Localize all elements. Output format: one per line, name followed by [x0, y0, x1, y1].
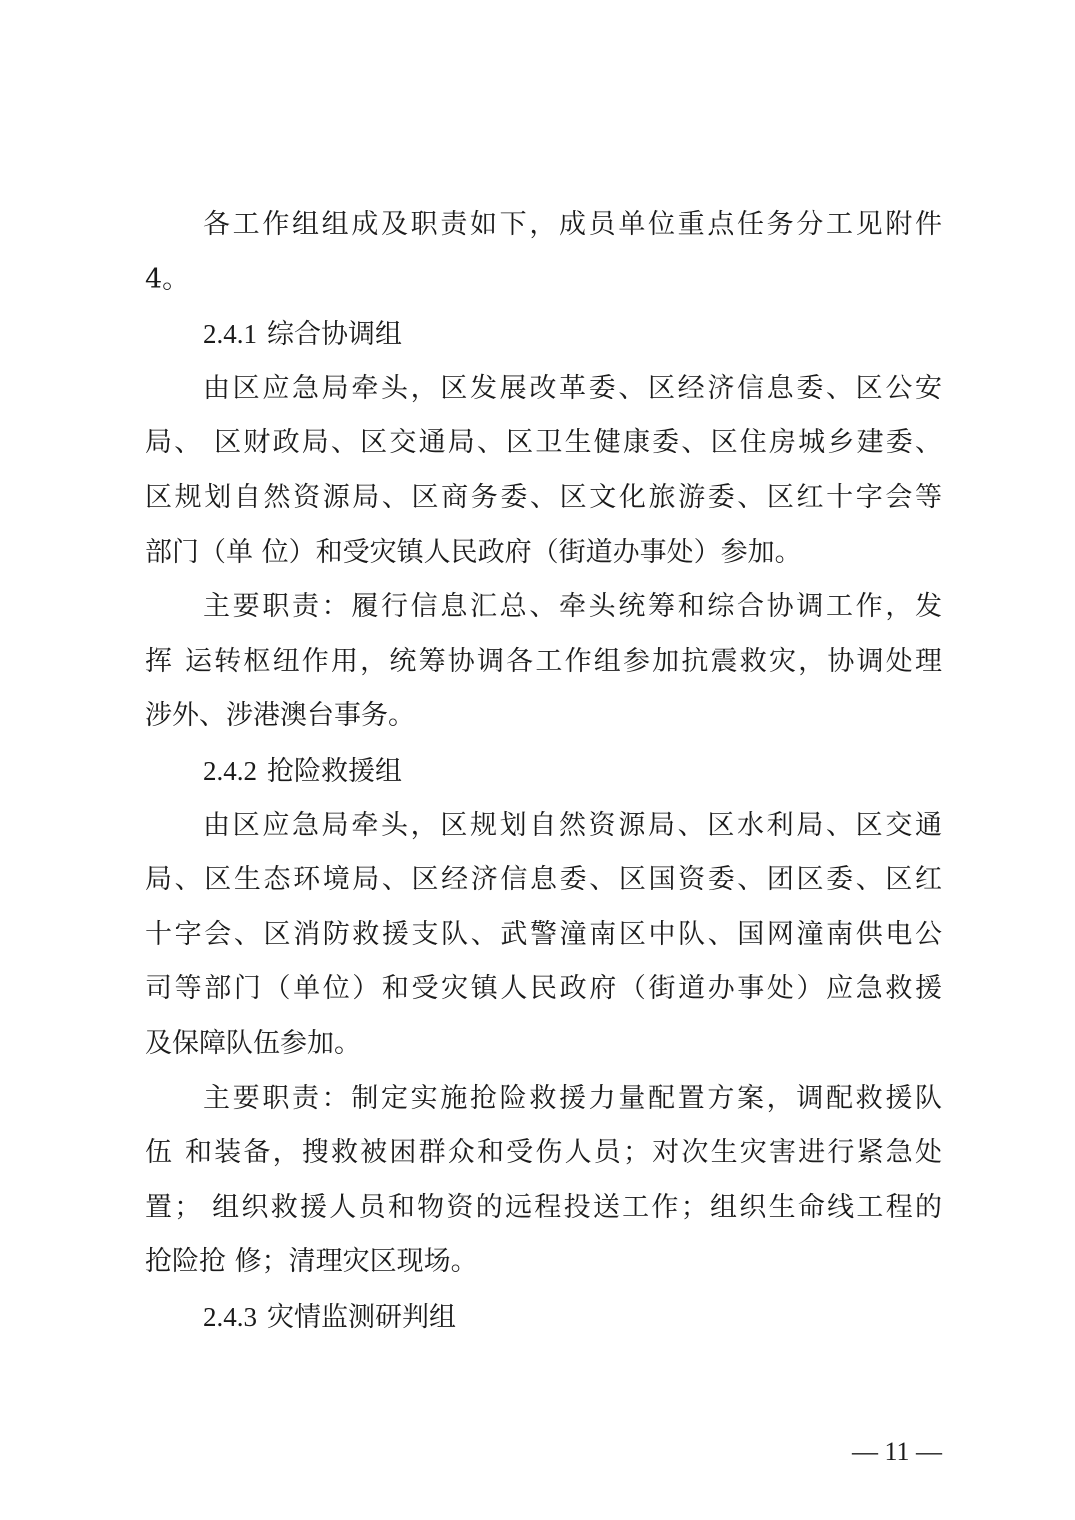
paragraph-line: 局、 区财政局、区交通局、区卫生健康委、区住房城乡建委、	[145, 427, 942, 459]
section-heading-2-4-3	[145, 1290, 942, 1345]
section-title: 抢险救援组	[267, 755, 402, 787]
section-heading-2-4-1	[145, 307, 942, 362]
section-number: 2.4.1	[203, 319, 257, 350]
paragraph-line: 区规划自然资源局、区商务委、区文化旅游委、区红十字会等	[145, 481, 942, 513]
paragraph-line: 由区应急局牵头，区发展改革委、区经济信息委、区公安	[203, 372, 942, 404]
section-title: 灾情监测研判组	[267, 1301, 456, 1333]
paragraph-line: 十字会、区消防救援支队、武警潼南区中队、国网潼南供电公	[145, 918, 942, 950]
paragraph-line: 局、区生态环境局、区经济信息委、区国资委、团区委、区红	[145, 864, 942, 896]
page-number: — 11 —	[851, 1437, 942, 1466]
document-body	[145, 198, 942, 1344]
paragraph-line: 部门（单 位）和受灾镇人民政府（街道办事处）参加。	[145, 536, 802, 568]
paragraph-line: 置； 组织救援人员和物资的远程投送工作；组织生命线工程的	[145, 1191, 942, 1223]
section-number: 2.4.3	[203, 1301, 257, 1332]
paragraph-line: 各工作组组成及职责如下，成员单位重点任务分工见附件	[203, 209, 942, 240]
paragraph-line: 4。	[145, 263, 190, 295]
paragraph-line: 涉外、涉港澳台事务。	[145, 700, 415, 732]
paragraph-line: 抢险抢 修；清理灾区现场。	[145, 1246, 478, 1278]
paragraph-line: 挥 运转枢纽作用，统筹协调各工作组参加抗震救灾，协调处理	[145, 645, 942, 677]
section-title: 综合协调组	[267, 319, 402, 351]
paragraph-line: 由区应急局牵头，区规划自然资源局、区水利局、区交通	[203, 809, 942, 841]
section-heading-2-4-2	[145, 744, 942, 799]
section-number: 2.4.2	[203, 755, 257, 786]
paragraph-line: 司等部门（单位）和受灾镇人民政府（街道办事处）应急救援	[145, 973, 942, 1005]
paragraph-line: 伍 和装备，搜救被困群众和受伤人员；对次生灾害进行紧急处	[145, 1137, 942, 1169]
paragraph-line: 主要职责：制定实施抢险救援力量配置方案，调配救援队	[203, 1082, 942, 1114]
paragraph-line: 及保障队伍参加。	[145, 1027, 361, 1059]
paragraph-line: 主要职责：履行信息汇总、牵头统筹和综合协调工作，发	[203, 591, 942, 623]
